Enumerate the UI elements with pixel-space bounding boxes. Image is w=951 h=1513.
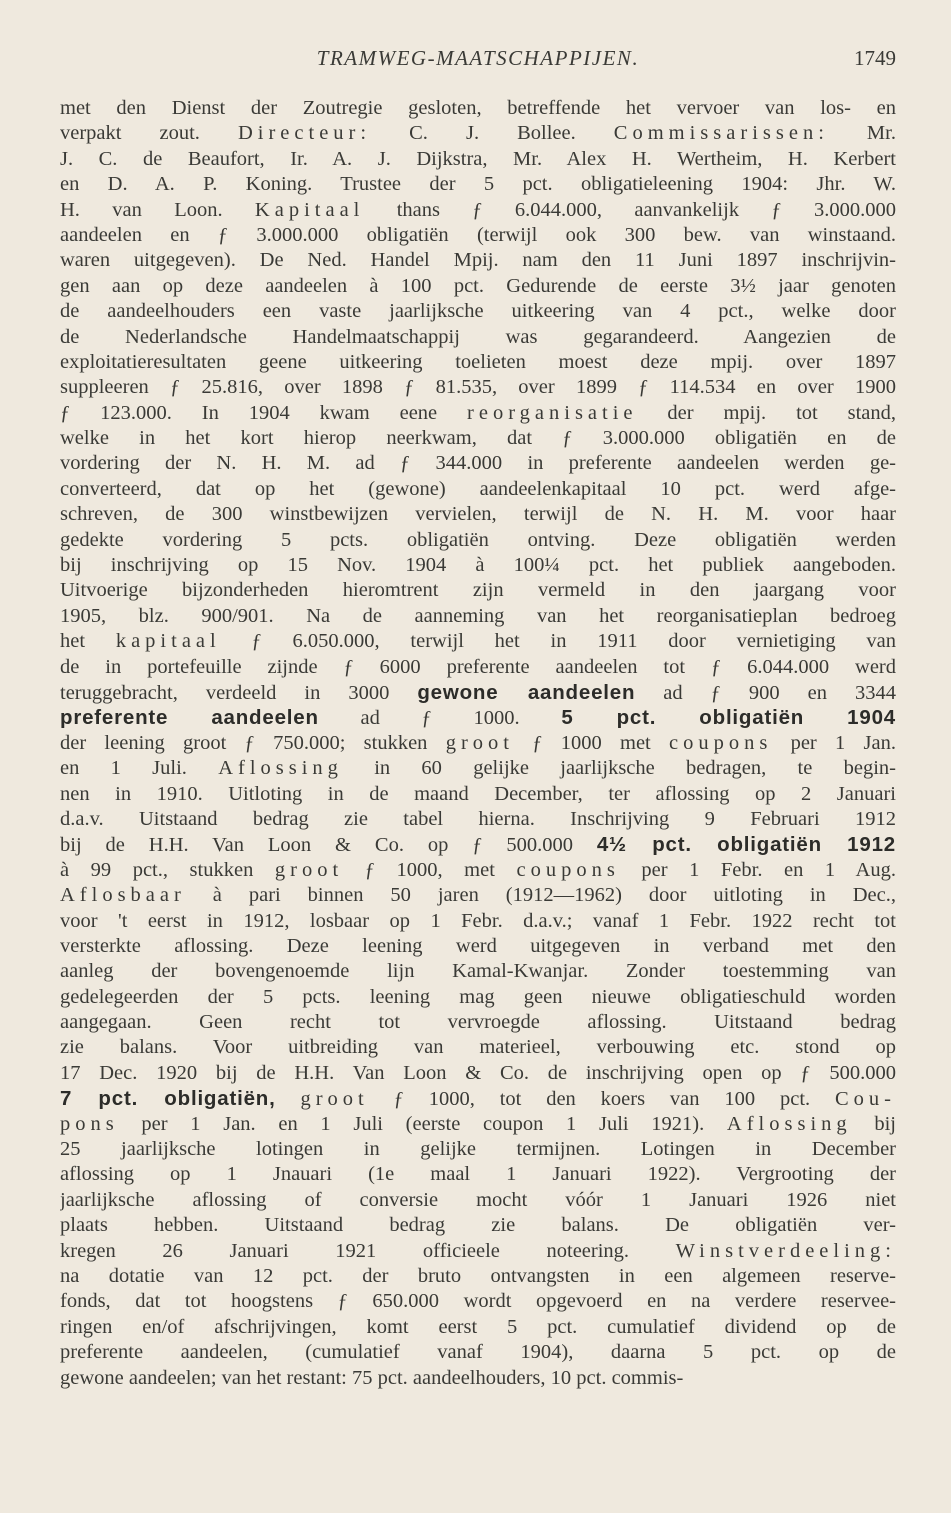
text-run: na dotatie van 12 pct. der bruto ontvangsten in een algemeen reserve- xyxy=(60,1264,896,1287)
bold-heading-text: 4½ pct. obligatiën 1912 xyxy=(596,833,896,857)
text-run: gewone aandeelen; van het restant: 75 pct. aandeelhouders, 10 pct. commis- xyxy=(60,1366,684,1389)
text-run: kregen 26 Januari 1921 officieele noteering. xyxy=(60,1239,676,1262)
text-run: 1905, blz. 900/901. Na de aanneming van het reorganisatieplan bedroeg xyxy=(60,604,896,627)
text-run: suppleeren ƒ 25.816, over 1898 ƒ 81.535, over 1899 ƒ 114.534 en over 1900 xyxy=(60,376,896,399)
text-run: per 1 Jan. en 1 Juli (eerste coupon 1 Juli 1921). xyxy=(118,1112,727,1135)
text-run: de Nederlandsche Handelmaatschappij was gegarandeerd. Aangezien de xyxy=(60,325,896,348)
text-line xyxy=(60,325,896,350)
text-line xyxy=(60,959,896,984)
text-line xyxy=(60,477,896,502)
text-run: fonds, dat tot hoogstens ƒ 650.000 wordt opgevoerd en na verdere reservee- xyxy=(60,1290,896,1313)
spaced-keyword: groot xyxy=(445,731,514,754)
text-run: voor 't eerst in 1912, losbaar op 1 Febr. d.a.v.; vanaf 1 Febr. 1922 recht tot xyxy=(60,909,896,932)
text-line xyxy=(60,1315,896,1340)
spaced-keyword: Aflossing xyxy=(726,1112,852,1135)
text-run: aangegaan. Geen recht tot vervroegde aflossing. Uitstaand bedrag xyxy=(60,1011,896,1034)
text-run: verpakt zout. xyxy=(60,122,238,145)
text-line xyxy=(60,909,896,934)
text-run: welke in het kort hierop neerkwam, dat ƒ 3.000.000 obligatiën en de xyxy=(60,427,896,450)
text-run: gedelegeerden der 5 pcts. leening mag geen nieuwe obligatieschuld worden xyxy=(60,985,896,1008)
text-line xyxy=(60,553,896,578)
text-run: gedekte vordering 5 pcts. obligatiën ontving. Deze obligatiën werden xyxy=(60,528,896,551)
text-run: ƒ 123.000. In 1904 kwam eene xyxy=(60,401,468,424)
text-run: d.a.v. Uitstaand bedrag zie tabel hierna. Inschrijving 9 Februari 1912 xyxy=(60,807,896,830)
text-line xyxy=(60,451,896,476)
text-run: ƒ 1000, met xyxy=(343,858,517,881)
text-line xyxy=(60,121,896,146)
text-run: per 1 Febr. en 1 Aug. xyxy=(619,858,896,881)
text-line xyxy=(60,1035,896,1060)
text-run: J. C. de Beaufort, Ir. A. J. Dijkstra, Mr. Alex H. Wertheim, H. Kerbert xyxy=(60,147,896,170)
spaced-keyword: coupons xyxy=(516,858,620,881)
text-run: ƒ 1000, tot den koers van 100 pct. xyxy=(368,1088,835,1111)
text-line xyxy=(60,350,896,375)
text-line xyxy=(60,1289,896,1314)
text-line xyxy=(60,1112,896,1137)
text-line xyxy=(60,629,896,654)
spaced-keyword: Winstverdeeling: xyxy=(675,1239,896,1262)
page-header xyxy=(60,46,896,80)
text-line xyxy=(60,1188,896,1213)
text-run: nen in 1910. Uitloting in de maand December, ter aflossing op 2 Januari xyxy=(60,782,896,805)
text-run: teruggebracht, verdeeld in 3000 xyxy=(60,681,418,704)
spaced-keyword: Directeur: xyxy=(237,122,372,145)
text-line xyxy=(60,1366,896,1391)
text-line xyxy=(60,1086,896,1111)
text-line xyxy=(60,756,896,781)
text-run: à pari binnen 50 jaren (1912—1962) door uitloting in Dec., xyxy=(185,884,896,907)
text-line xyxy=(60,858,896,883)
text-line xyxy=(60,604,896,629)
text-line xyxy=(60,1213,896,1238)
text-run: C. J. Bollee. xyxy=(371,122,614,145)
text-run: à 99 pct., stukken xyxy=(60,858,275,881)
text-line xyxy=(60,934,896,959)
spaced-keyword: Cou- xyxy=(835,1088,896,1111)
text-run: thans ƒ 6.044.000, aanvankelijk ƒ 3.000.000 xyxy=(364,198,896,221)
text-line xyxy=(60,705,896,730)
text-run: Uitvoerige bijzonderheden hieromtrent zijn vermeld in den jaargang voor xyxy=(60,579,896,602)
spaced-keyword: kapitaal xyxy=(115,630,221,653)
text-line xyxy=(60,731,896,756)
text-line xyxy=(60,782,896,807)
text-line xyxy=(60,1239,896,1264)
text-run: bij de H.H. Van Loon & Co. op ƒ 500.000 xyxy=(60,834,597,857)
text-run: bij inschrijving op 15 Nov. 1904 à 100¼ pct. het publiek aangeboden. xyxy=(60,554,896,577)
text-line xyxy=(60,502,896,527)
text-line xyxy=(60,985,896,1010)
text-run: ƒ 6.050.000, terwijl het in 1911 door vernietiging van xyxy=(220,630,896,653)
spaced-keyword: groot xyxy=(300,1088,369,1111)
text-run: jaarlijksche aflossing of conversie mocht vóór 1 Januari 1926 niet xyxy=(60,1188,896,1211)
text-run: aflossing op 1 Jnauari (1e maal 1 Januari 1922). Vergrooting der xyxy=(60,1163,896,1186)
text-run: aanleg der bovengenoemde lijn Kamal-Kwanjar. Zonder toestemming van xyxy=(60,960,896,983)
text-line xyxy=(60,147,896,172)
text-run: 17 Dec. 1920 bij de H.H. Van Loon & Co. de inschrijving open op ƒ 500.000 xyxy=(60,1061,896,1084)
text-run: in 60 gelijke jaarlijksche bedragen, te begin- xyxy=(342,757,896,780)
text-run: bij xyxy=(851,1112,896,1135)
bold-heading-text: preferente aandeelen xyxy=(60,706,319,730)
spaced-keyword: coupons xyxy=(669,731,773,754)
text-line xyxy=(60,299,896,324)
text-run: H. van Loon. xyxy=(60,198,255,221)
text-run: ƒ 1000 met xyxy=(513,731,669,754)
text-line xyxy=(60,655,896,680)
text-line xyxy=(60,198,896,223)
text-run: en 1 Juli. xyxy=(60,757,219,780)
spaced-keyword: Commissarissen: xyxy=(613,122,829,145)
page-number: 1749 xyxy=(854,46,896,70)
text-run: het xyxy=(60,630,116,653)
text-line xyxy=(60,1137,896,1162)
body-text xyxy=(60,96,896,1391)
text-run: converteerd, dat op het (gewone) aandeelenkapitaal 10 pct. werd afge- xyxy=(60,477,896,500)
text-run: ad ƒ 1000. xyxy=(318,707,562,730)
text-line xyxy=(60,223,896,248)
text-run: Mr. xyxy=(828,122,896,145)
text-line xyxy=(60,375,896,400)
text-run: en D. A. P. Koning. Trustee der 5 pct. obligatieleening 1904: Jhr. W. xyxy=(60,173,896,196)
text-line xyxy=(60,578,896,603)
text-run: de in portefeuille zijnde ƒ 6000 preferente aandeelen tot ƒ 6.044.000 werd xyxy=(60,655,896,678)
spaced-keyword: Aflosbaar xyxy=(60,884,186,907)
text-line xyxy=(60,172,896,197)
text-run: gen aan op deze aandeelen à 100 pct. Gedurende de eerste 3½ jaar genoten xyxy=(60,274,896,297)
running-title: TRAMWEG-MAATSCHAPPIJEN. xyxy=(316,46,640,70)
bold-heading-text: gewone aandeelen xyxy=(417,680,636,704)
text-line xyxy=(60,1061,896,1086)
text-run: der mpij. tot stand, xyxy=(637,401,896,424)
spaced-keyword: pons xyxy=(60,1112,119,1135)
spaced-keyword: Aflossing xyxy=(218,757,343,780)
text-run: zie balans. Voor uitbreiding van materieel, verbouwing etc. stond op xyxy=(60,1036,896,1059)
text-run: der leening groot ƒ 750.000; stukken xyxy=(60,731,446,754)
text-run: 25 jaarlijksche lotingen in gelijke termijnen. Lotingen in December xyxy=(60,1138,896,1161)
text-run: plaats hebben. Uitstaand bedrag zie balans. De obligatiën ver- xyxy=(60,1214,896,1237)
spaced-keyword: groot xyxy=(274,858,344,881)
text-line xyxy=(60,1010,896,1035)
text-run: met den Dienst der Zoutregie gesloten, betreffende het vervoer van los- en xyxy=(60,97,896,119)
text-line xyxy=(60,426,896,451)
text-run: exploitatieresultaten geene uitkeering toelieten moest deze mpij. over 1897 xyxy=(60,350,896,373)
text-run xyxy=(276,1088,301,1110)
text-run: per 1 Jan. xyxy=(772,731,896,754)
text-line xyxy=(60,96,896,121)
text-run: de aandeelhouders een vaste jaarlijksche uitkeering van 4 pct., welke door xyxy=(60,300,896,323)
text-run: schreven, de 300 winstbewijzen vervielen, terwijl de N. H. M. voor haar xyxy=(60,503,896,526)
text-line xyxy=(60,1162,896,1187)
text-line xyxy=(60,528,896,553)
text-line xyxy=(60,832,896,857)
text-line xyxy=(60,680,896,705)
text-run: preferente aandeelen, (cumulatief vanaf 1904), daarna 5 pct. op de xyxy=(60,1341,896,1364)
text-line xyxy=(60,1340,896,1365)
spaced-keyword: reorganisatie xyxy=(467,401,638,424)
text-line xyxy=(60,1264,896,1289)
text-run: ad ƒ 900 en 3344 xyxy=(635,681,896,704)
text-run: ringen en/of afschrijvingen, komt eerst 5 pct. cumulatief dividend op de xyxy=(60,1315,896,1338)
text-line xyxy=(60,274,896,299)
text-line xyxy=(60,883,896,908)
text-run: waren uitgegeven). De Ned. Handel Mpij. nam den 11 Juni 1897 inschrijvin- xyxy=(60,249,896,272)
text-run: vordering der N. H. M. ad ƒ 344.000 in preferente aandeelen werden ge- xyxy=(60,452,896,475)
bold-heading-text: 5 pct. obligatiën 1904 xyxy=(561,706,896,730)
text-line xyxy=(60,807,896,832)
text-line xyxy=(60,401,896,426)
text-line xyxy=(60,248,896,273)
bold-heading-text: 7 pct. obligatiën, xyxy=(60,1087,276,1111)
spaced-keyword: Kapitaal xyxy=(254,198,365,221)
text-run: aandeelen en ƒ 3.000.000 obligatiën (terwijl ook 300 bew. van winstaand. xyxy=(60,223,896,246)
text-run: versterkte aflossing. Deze leening werd uitgegeven in verband met den xyxy=(60,934,896,957)
